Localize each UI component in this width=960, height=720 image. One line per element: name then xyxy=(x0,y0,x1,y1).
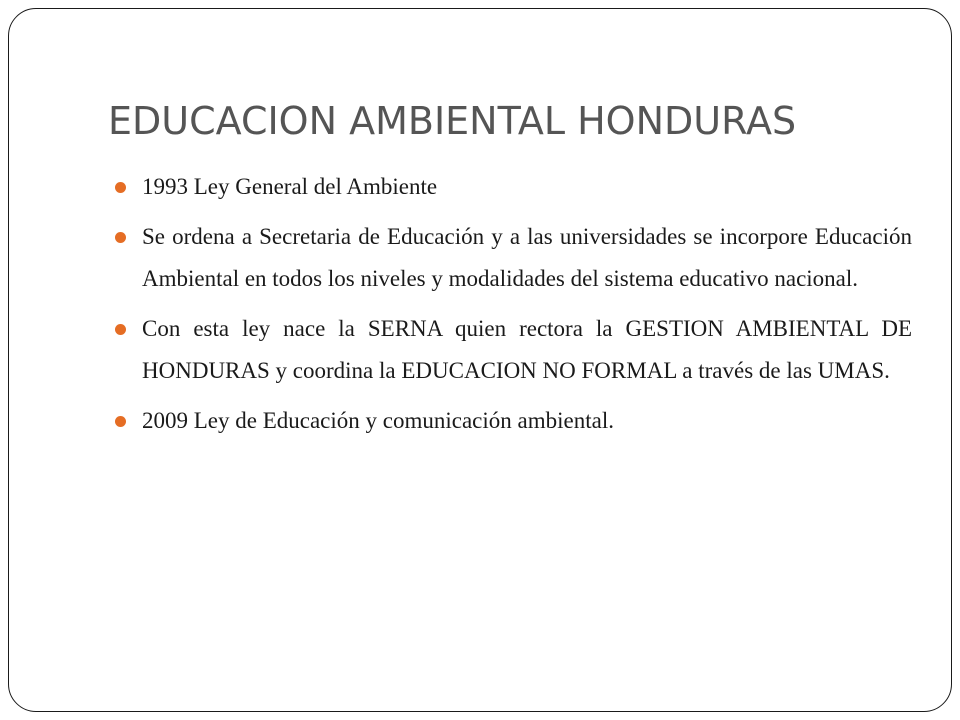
slide-title: EDUCACION AMBIENTAL HONDURAS xyxy=(108,99,797,143)
bullet-item xyxy=(142,166,912,208)
bullet-item xyxy=(142,216,912,300)
bullet-dot-icon xyxy=(115,232,126,243)
bullet-text: Con esta ley nace la SERNA quien rectora la GESTION AMBIENTAL DE HONDURAS y coordina la EDUCACION NO FORMAL a través de las UMAS. xyxy=(142,316,912,383)
slide-frame xyxy=(8,8,952,712)
bullet-list xyxy=(142,166,912,450)
bullet-dot-icon xyxy=(115,324,126,335)
bullet-text: 2009 Ley de Educación y comunicación ambiental. xyxy=(142,408,614,433)
bullet-text: Se ordena a Secretaria de Educación y a las universidades se incorpore Educación Ambiental en todos los niveles y modalidades del sistema educativo nacional. xyxy=(142,224,912,291)
bullet-dot-icon xyxy=(115,182,126,193)
bullet-item xyxy=(142,400,912,442)
bullet-text: 1993 Ley General del Ambiente xyxy=(142,174,438,199)
bullet-dot-icon xyxy=(115,416,126,427)
bullet-item xyxy=(142,308,912,392)
